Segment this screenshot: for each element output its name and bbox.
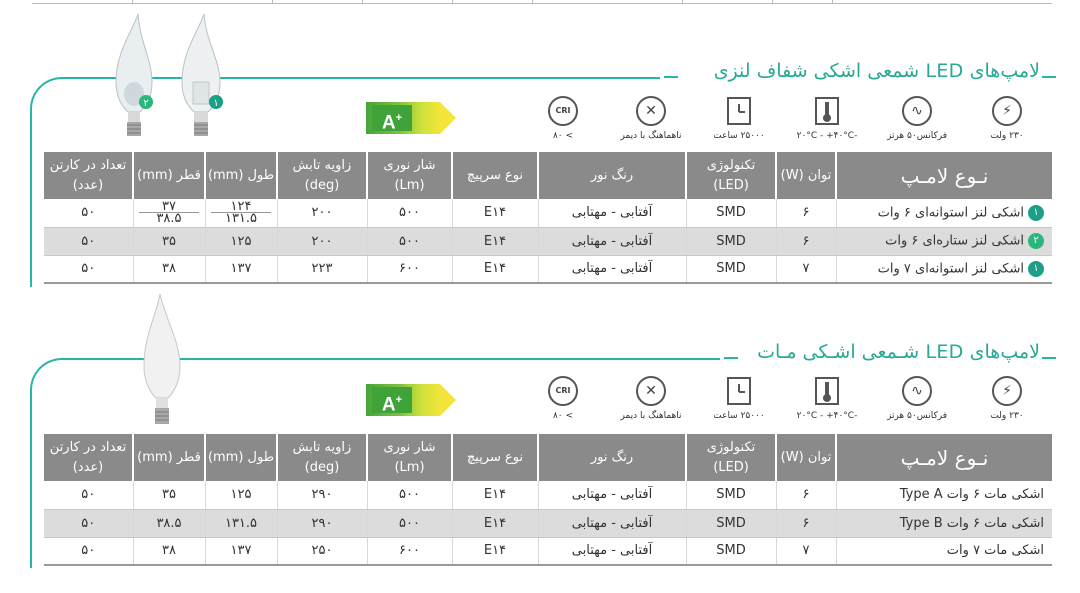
lightning-icon: ⚡ bbox=[992, 376, 1022, 406]
section-title: لامپ‌های LED شمعی اشکی شفاف لنزی bbox=[713, 60, 1040, 82]
diameter-cell: ۳۷ ۳۸.۵ bbox=[133, 199, 205, 227]
svg-text:١: ١ bbox=[213, 98, 219, 109]
number-badge: ۲ bbox=[1028, 233, 1044, 249]
spec-lifetime: ۲۵۰۰۰ ساعت bbox=[704, 376, 774, 421]
header-carton: تعداد در کارتن (عدد) bbox=[44, 434, 133, 481]
table-row: ۵۰ ۳۵ ۱۲۵ ۲۰۰ ۵۰۰ E۱۴ آفتابی - مهتابی SMD ۶ ۲اشکی لنز ستاره‌ای ۶ وات bbox=[44, 227, 1052, 255]
number-badge: ۱ bbox=[1028, 261, 1044, 277]
header-base: نوع سرپیچ bbox=[452, 434, 538, 481]
spec-cri: CRI > ۸۰ bbox=[528, 96, 598, 141]
title-dash bbox=[664, 76, 678, 78]
energy-plus: + bbox=[395, 112, 403, 124]
bulb-image-matte bbox=[138, 292, 186, 434]
spec-lifetime: ۲۵۰۰۰ ساعت bbox=[704, 96, 774, 141]
header-power: توان (W) bbox=[776, 434, 836, 481]
header-length: طول (mm) bbox=[205, 152, 277, 199]
frequency-icon: ∿ bbox=[902, 96, 932, 126]
energy-plus: + bbox=[395, 394, 403, 406]
header-lamp-type: نـوع لامـپ bbox=[836, 152, 1052, 199]
energy-class-label bbox=[366, 102, 458, 134]
title-dash-right bbox=[1042, 76, 1056, 78]
thermometer-icon bbox=[812, 376, 842, 406]
frequency-icon: ∿ bbox=[902, 376, 932, 406]
table-row: ۵۰ ۳۷ ۳۸.۵ ۱۲۴ ۱۳۱.۵ ۲۰۰ ۵۰۰ E۱۴ آفتابی - مهتابی SMD ۶ ۱اشکی لنز استوانه‌ای ۶ وات bbox=[44, 199, 1052, 227]
header-tech: تکنولوژی (LED) bbox=[686, 434, 776, 481]
title-dash bbox=[724, 357, 738, 359]
header-angle: زاویه تابش (deg) bbox=[277, 434, 367, 481]
lamp-name-cell: ۱اشکی لنز استوانه‌ای ۷ وات bbox=[836, 255, 1052, 283]
spec-dimmer: ✕ ناهماهنگ با دیمر bbox=[616, 376, 686, 421]
specs-table-clear bbox=[44, 152, 1052, 284]
clock-icon bbox=[724, 376, 754, 406]
bulb-image-star bbox=[110, 12, 158, 146]
spec-voltage: ⚡ ۲۳۰ ولت bbox=[972, 96, 1042, 141]
lamp-name-cell: ۱اشکی لنز استوانه‌ای ۶ وات bbox=[836, 199, 1052, 227]
header-carton: تعداد در کارتن (عدد) bbox=[44, 152, 133, 199]
header-angle: زاویه تابش (deg) bbox=[277, 152, 367, 199]
table-row: ۵۰ ۳۸ ۱۳۷ ۲۵۰ ۶۰۰ E۱۴ آفتابی - مهتابی SMD ۷ اشکی مات ۷ وات bbox=[44, 537, 1052, 565]
header-base: نوع سرپیچ bbox=[452, 152, 538, 199]
energy-class: A bbox=[381, 112, 396, 134]
table-row: ۵۰ ۳۵ ۱۲۵ ۲۹۰ ۵۰۰ E۱۴ آفتابی - مهتابی SMD ۶ اشکی مات ۶ وات Type A bbox=[44, 481, 1052, 509]
spec-temperature: -۲۰°C - +۴۰°C bbox=[792, 376, 862, 421]
spec-frequency: ∿ فرکانس۵۰ هرتز bbox=[882, 96, 952, 141]
cri-icon: CRI bbox=[548, 376, 578, 406]
lamp-name-cell: اشکی مات ۶ وات Type A bbox=[836, 481, 1052, 509]
energy-class-label bbox=[366, 384, 458, 416]
lamp-name-cell: اشکی مات ۶ وات Type B bbox=[836, 509, 1052, 537]
spec-dimmer: ✕ ناهماهنگ با دیمر bbox=[616, 96, 686, 141]
header-diameter: قطر (mm) bbox=[133, 434, 205, 481]
header-color: رنگ نور bbox=[538, 434, 686, 481]
no-dimmer-icon: ✕ bbox=[636, 96, 666, 126]
header-flux: شار نوری (Lm) bbox=[367, 152, 452, 199]
header-lamp-type: نـوع لامـپ bbox=[836, 434, 1052, 481]
section-title: لامپ‌های LED شـمعی اشـکی مـات bbox=[757, 341, 1040, 363]
number-badge: ۱ bbox=[1028, 205, 1044, 221]
specs-table-matte bbox=[44, 434, 1052, 566]
lamp-name-cell: اشکی مات ۷ وات bbox=[836, 537, 1052, 565]
header-tech: تکنولوژی (LED) bbox=[686, 152, 776, 199]
spec-frequency: ∿ فرکانس۵۰ هرتز bbox=[882, 376, 952, 421]
header-length: طول (mm) bbox=[205, 434, 277, 481]
svg-text:٢: ٢ bbox=[143, 98, 149, 109]
spec-temperature: -۲۰°C - +۴۰°C bbox=[792, 96, 862, 141]
energy-class: A bbox=[381, 394, 396, 416]
no-dimmer-icon: ✕ bbox=[636, 376, 666, 406]
header-diameter: قطر (mm) bbox=[133, 152, 205, 199]
header-power: توان (W) bbox=[776, 152, 836, 199]
spec-voltage: ⚡ ۲۳۰ ولت bbox=[972, 376, 1042, 421]
clock-icon bbox=[724, 96, 754, 126]
section-frame-line bbox=[120, 358, 720, 360]
spec-cri: CRI > ۸۰ bbox=[528, 376, 598, 421]
thermometer-icon bbox=[812, 96, 842, 126]
section-clear-lens bbox=[0, 0, 1080, 290]
header-color: رنگ نور bbox=[538, 152, 686, 199]
title-dash-right bbox=[1042, 357, 1056, 359]
table-row: ۵۰ ۳۸.۵ ۱۳۱.۵ ۲۹۰ ۵۰۰ E۱۴ آفتابی - مهتابی SMD ۶ اشکی مات ۶ وات Type B bbox=[44, 509, 1052, 537]
lightning-icon: ⚡ bbox=[992, 96, 1022, 126]
table-row: ۵۰ ۳۸ ۱۳۷ ۲۲۳ ۶۰۰ E۱۴ آفتابی - مهتابی SMD ۷ ۱اشکی لنز استوانه‌ای ۷ وات bbox=[44, 255, 1052, 283]
bulb-image-cylinder bbox=[176, 12, 226, 146]
cri-icon: CRI bbox=[548, 96, 578, 126]
section-matte bbox=[0, 290, 1080, 593]
header-flux: شار نوری (Lm) bbox=[367, 434, 452, 481]
lamp-name-cell: ۲اشکی لنز ستاره‌ای ۶ وات bbox=[836, 227, 1052, 255]
length-cell: ۱۲۴ ۱۳۱.۵ bbox=[205, 199, 277, 227]
